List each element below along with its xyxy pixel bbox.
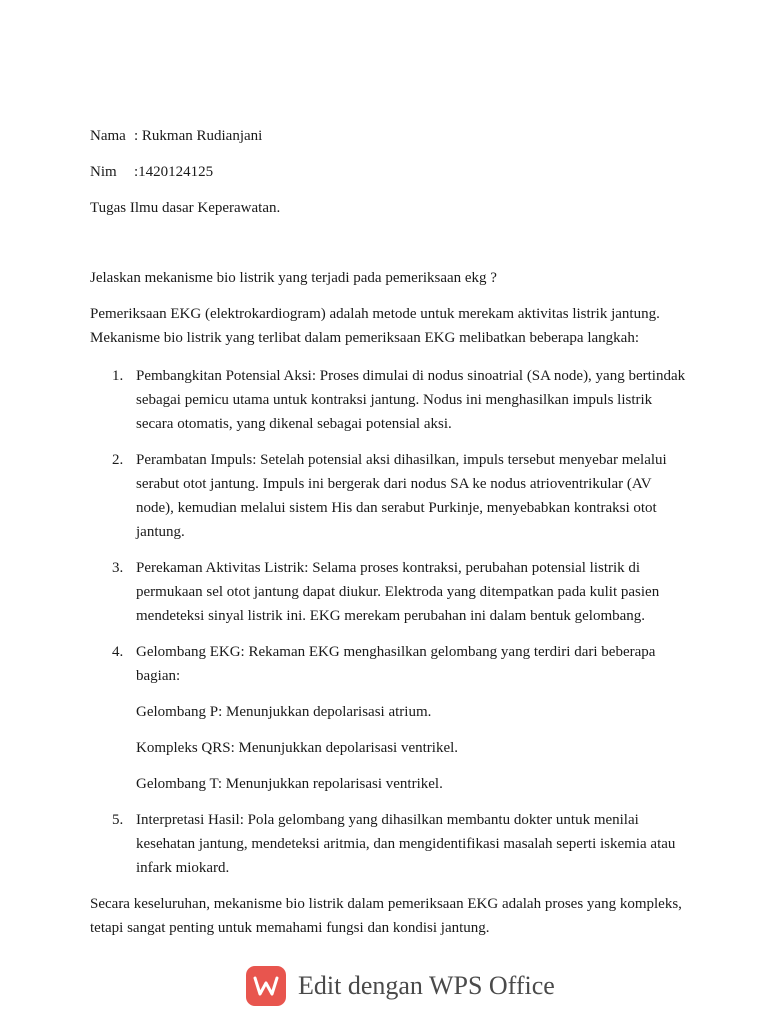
step-line: jantung. xyxy=(136,524,185,540)
nama-label: Nama xyxy=(90,128,126,144)
step-line: sebagai pemicu utama untuk kontraksi jantung. Nodus ini menghasilkan impuls listrik xyxy=(136,392,653,408)
step-line: node), kemudian melalui sistem His dan serabut Purkinje, menyebabkan kontraksi otot xyxy=(136,500,657,516)
step-line: mendeteksi sinyal listrik ini. EKG merekam perubahan ini dalam bentuk gelombang. xyxy=(136,608,646,624)
closing-paragraph xyxy=(90,892,690,940)
nama-value: : Rukman Rudianjani xyxy=(134,128,263,144)
step-line: Pembangkitan Potensial Aksi: Proses dimulai di nodus sinoatrial (SA node), yang bertindak xyxy=(136,368,686,384)
step-line: permukaan sel otot jantung dapat diukur. Elektroda yang ditempatkan pada kulit pasien xyxy=(136,584,660,600)
nim-value: :1420124125 xyxy=(134,164,214,180)
step-line: Perekaman Aktivitas Listrik: Selama proses kontraksi, perubahan potensial listrik di xyxy=(136,560,641,576)
step-line: kesehatan jantung, mendeteksi aritmia, dan mengidentifikasi masalah seperti iskemia atau xyxy=(136,836,676,852)
list-number: 1. xyxy=(112,368,124,384)
step-line: secara otomatis, yang dikenal sebagai potensial aksi. xyxy=(136,416,452,432)
assignment-title: Tugas Ilmu dasar Keperawatan. xyxy=(90,200,281,216)
qrs-complex-line: Kompleks QRS: Menunjukkan depolarisasi ventrikel. xyxy=(136,740,459,756)
nim-row xyxy=(90,160,690,184)
wps-office-logo-icon xyxy=(246,966,286,1006)
step-line: bagian: xyxy=(136,668,181,684)
list-number: 5. xyxy=(112,812,124,828)
wave-t-line: Gelombang T: Menunjukkan repolarisasi ventrikel. xyxy=(136,776,443,792)
wps-w-glyph-icon xyxy=(253,975,279,997)
steps-list xyxy=(90,364,690,880)
step-line: Gelombang EKG: Rekaman EKG menghasilkan gelombang yang terdiri dari beberapa xyxy=(136,644,656,660)
intro-paragraph xyxy=(90,302,690,350)
closing-line: tetapi sangat penting untuk memahami fungsi dan kondisi jantung. xyxy=(90,920,490,936)
wps-edit-text[interactable]: Edit dengan WPS Office xyxy=(298,971,555,1000)
closing-line: Secara keseluruhan, mekanisme bio listrik dalam pemeriksaan EKG adalah proses yang kompleks, xyxy=(90,896,682,912)
list-item xyxy=(90,640,690,796)
document-page xyxy=(90,124,690,940)
question-text: Jelaskan mekanisme bio listrik yang terjadi pada pemeriksaan ekg ? xyxy=(90,270,497,286)
step-line: serabut otot jantung. Impuls ini bergerak dari nodus SA ke nodus atrioventrikular (AV xyxy=(136,476,652,492)
list-number: 3. xyxy=(112,560,124,576)
wps-edit-banner[interactable] xyxy=(246,964,555,1008)
nim-label: Nim xyxy=(90,164,117,180)
list-item xyxy=(90,448,690,544)
intro-line: Pemeriksaan EKG (elektrokardiogram) adalah metode untuk merekam aktivitas listrik jantung. xyxy=(90,306,660,322)
nama-row xyxy=(90,124,690,148)
list-item xyxy=(90,808,690,880)
step-line: infark miokard. xyxy=(136,860,230,876)
list-item xyxy=(90,556,690,628)
list-item xyxy=(90,364,690,436)
wave-p-line: Gelombang P: Menunjukkan depolarisasi atrium. xyxy=(136,704,432,720)
list-number: 2. xyxy=(112,452,124,468)
list-number: 4. xyxy=(112,644,124,660)
step-line: Interpretasi Hasil: Pola gelombang yang dihasilkan membantu dokter untuk menilai xyxy=(136,812,639,828)
step-line: Perambatan Impuls: Setelah potensial aksi dihasilkan, impuls tersebut menyebar melalui xyxy=(136,452,667,468)
intro-line: Mekanisme bio listrik yang terlibat dalam pemeriksaan EKG melibatkan beberapa langkah: xyxy=(90,330,639,346)
